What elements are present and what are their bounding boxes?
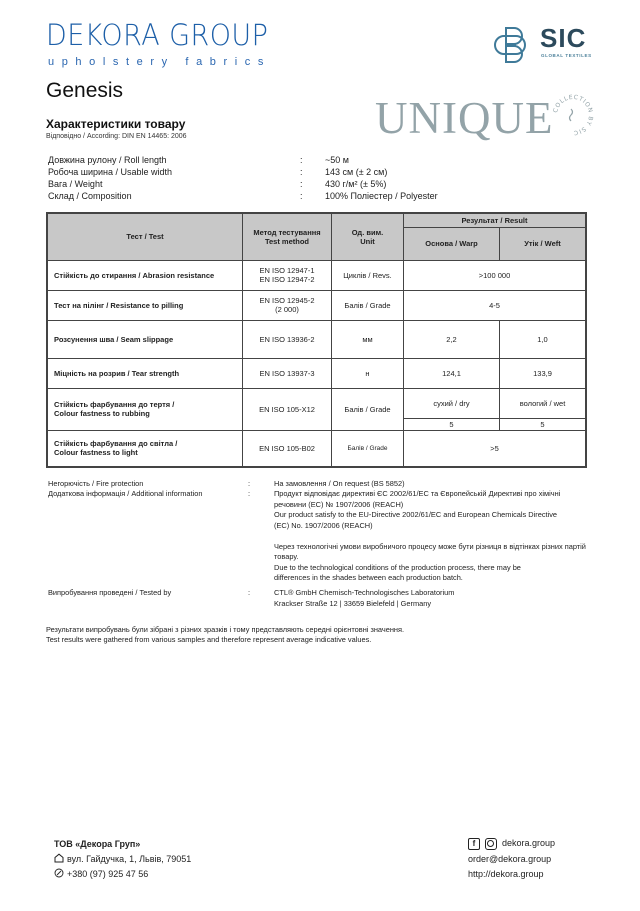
- sic-logo-subtitle: GLOBAL TEXTILES: [541, 53, 592, 58]
- additional-info-value: [274, 489, 599, 584]
- test-name-line: Colour fastness to light: [54, 448, 138, 458]
- header-result: Результат / Result: [404, 213, 587, 227]
- test-result-weft-label: вологий / wet: [500, 388, 587, 418]
- spec-label-composition: Склад / Composition: [48, 191, 132, 201]
- info-line: (EC) No. 1907/2006 (REACH): [274, 520, 373, 530]
- info-line: Krackser Straße 12 | 33659 Bielefeld | Germany: [274, 598, 432, 608]
- test-name: [47, 430, 243, 467]
- test-unit: Балів / Grade: [332, 430, 404, 467]
- test-name-line: Стійкість фарбування до тертя /: [54, 400, 175, 409]
- disclaimer-uk: Результати випробувань були зібрані з різних зразків і тому представляють середні орієнтовні значення.: [46, 625, 405, 634]
- table-row: [47, 388, 586, 418]
- tested-by-value: [274, 588, 599, 609]
- spec-value-composition: 100% Поліестер / Polyester: [325, 191, 438, 201]
- footer-address: [54, 852, 191, 867]
- sic-logo-icon: [492, 24, 536, 66]
- header-unit-line2: Unit: [360, 236, 375, 246]
- info-line: Due to the technological conditions of the production process, there may be: [274, 562, 521, 572]
- test-result-weft: 133,9: [500, 358, 587, 388]
- table-row: [47, 430, 586, 467]
- info-line: CTL® GmbH Chemisch-Technologisches Laboratorium: [274, 588, 455, 597]
- svg-text:COLLECTION BY SIC: COLLECTION BY SIC: [552, 93, 595, 137]
- product-name: Genesis: [46, 79, 124, 102]
- test-unit: н: [332, 358, 404, 388]
- info-line: differences in the shades between each production batch.: [274, 573, 463, 582]
- test-result-warp: 124,1: [404, 358, 500, 388]
- header-unit-line1: Од. вим.: [351, 227, 384, 237]
- info-line: Our product satisfy to the EU-Directive 2002/61/EC and European Chemicals Directive: [274, 510, 558, 519]
- table-row: [47, 290, 586, 320]
- footer-social[interactable]: [468, 836, 555, 851]
- brand-logo: DEKORA GROUP: [46, 18, 269, 52]
- additional-info-label: Додаткова інформація / Additional information: [48, 489, 203, 498]
- spec-value-weight: 430 г/м² (± 5%): [325, 179, 387, 189]
- info-line: Продукт відповідає директиві ЄС 2002/61/ЕС та Європейській Директиві про хімічні: [274, 489, 561, 498]
- footer-email-link[interactable]: order@dekora.group: [468, 854, 552, 864]
- spec-separator: :: [300, 179, 303, 189]
- spec-separator: :: [300, 155, 303, 165]
- info-separator: :: [248, 489, 251, 498]
- test-name: Стійкість до стирання / Abrasion resistance: [47, 260, 243, 290]
- info-separator: :: [248, 588, 251, 597]
- test-name: Міцність на розрив / Tear strength: [47, 358, 243, 388]
- header-method: [243, 213, 332, 260]
- collection-by-sic-badge-icon: [550, 92, 596, 138]
- method-line: EN ISO 12947-2: [259, 275, 315, 284]
- test-unit: Балів / Grade: [332, 290, 404, 320]
- method-line: EN ISO 12945-2: [259, 296, 315, 305]
- footer-phone-text: +380 (97) 925 47 56: [67, 869, 149, 879]
- unique-collection-logo: UNIQUE: [375, 93, 554, 143]
- fire-protection-value: На замовлення / On request (BS 5852): [274, 479, 405, 488]
- header-test: Тест / Test: [47, 213, 243, 260]
- test-result-warp-label: сухий / dry: [404, 388, 500, 418]
- spec-label-usable-width: Робоча ширина / Usable width: [48, 167, 173, 177]
- test-name: [47, 388, 243, 430]
- table-header-row: [47, 213, 586, 227]
- test-name: Розсунення шва / Seam slippage: [47, 320, 243, 358]
- test-name: Тест на пілінг / Resistance to pilling: [47, 290, 243, 320]
- test-method: EN ISO 105-B02: [243, 430, 332, 467]
- footer-company: ТОВ «Декора Груп»: [54, 839, 141, 849]
- method-line: (2 000): [275, 305, 299, 314]
- test-result: >5: [404, 430, 587, 467]
- footer-address-text: вул. Гайдучка, 1, Львів, 79051: [67, 854, 192, 864]
- test-name-line: Colour fastness to rubbing: [54, 409, 150, 418]
- header-unit: [332, 213, 404, 260]
- home-icon: [54, 853, 64, 863]
- spec-separator: :: [300, 191, 303, 201]
- test-method: [243, 290, 332, 320]
- test-result-warp: 5: [404, 418, 500, 430]
- header-weft: Утік / Weft: [500, 227, 587, 260]
- test-method: EN ISO 105-X12: [243, 388, 332, 430]
- tested-by-label: Випробування проведені / Tested by: [48, 588, 172, 597]
- test-result-weft: 5: [500, 418, 587, 430]
- header-method-line1: Метод тестування: [253, 227, 321, 237]
- test-unit: Балів / Grade: [332, 388, 404, 430]
- spec-value-usable-width: 143 см (± 2 см): [325, 167, 388, 177]
- spec-value-roll-length: ~50 м: [325, 155, 349, 165]
- social-handle-link[interactable]: dekora.group: [502, 838, 556, 848]
- table-row: [47, 358, 586, 388]
- facebook-icon[interactable]: f: [468, 838, 480, 850]
- test-method: [243, 260, 332, 290]
- test-method: EN ISO 13936-2: [243, 320, 332, 358]
- instagram-icon[interactable]: [485, 838, 497, 850]
- footer-phone: [54, 867, 148, 882]
- phone-icon: [54, 868, 64, 878]
- spec-separator: :: [300, 167, 303, 177]
- test-name-line: Стійкість фарбування до світла /: [54, 439, 178, 449]
- test-unit: мм: [332, 320, 404, 358]
- brand-tagline: upholstery fabrics: [48, 56, 272, 68]
- test-result-warp: 2,2: [404, 320, 500, 358]
- standard-reference: Відповідно / According: DIN EN 14465: 2006: [46, 133, 187, 140]
- test-unit: Циклів / Revs.: [332, 260, 404, 290]
- section-title: Характеристики товару: [46, 117, 186, 131]
- spec-label-weight: Вага / Weight: [48, 179, 103, 189]
- method-line: EN ISO 12947-1: [259, 266, 315, 275]
- disclaimer-en: Test results were gathered from various samples and therefore represent average indicative values.: [46, 635, 372, 644]
- table-row: [47, 320, 586, 358]
- info-separator: :: [248, 479, 251, 488]
- info-spacer: [274, 531, 599, 542]
- sic-logo-text: SIC: [540, 23, 587, 53]
- test-result: 4-5: [404, 290, 587, 320]
- fire-protection-label: Негорючість / Fire protection: [48, 479, 144, 488]
- info-line: Через технологічні умови виробничого процесу може бути різниця в відтінках різних партій: [274, 541, 586, 551]
- test-result-weft: 1,0: [500, 320, 587, 358]
- header-method-line2: Test method: [264, 236, 310, 246]
- test-method: EN ISO 13937-3: [243, 358, 332, 388]
- spec-label-roll-length: Довжина рулону / Roll length: [48, 155, 167, 165]
- footer-website-link[interactable]: http://dekora.group: [468, 869, 544, 879]
- test-results-table: [46, 212, 587, 468]
- table-row: [47, 260, 586, 290]
- info-line: речовини (ЕС) № 1907/2006 (REACH): [274, 499, 404, 509]
- header-warp: Основа / Warp: [404, 227, 500, 260]
- info-line: товару.: [274, 552, 299, 561]
- test-result: >100 000: [404, 260, 587, 290]
